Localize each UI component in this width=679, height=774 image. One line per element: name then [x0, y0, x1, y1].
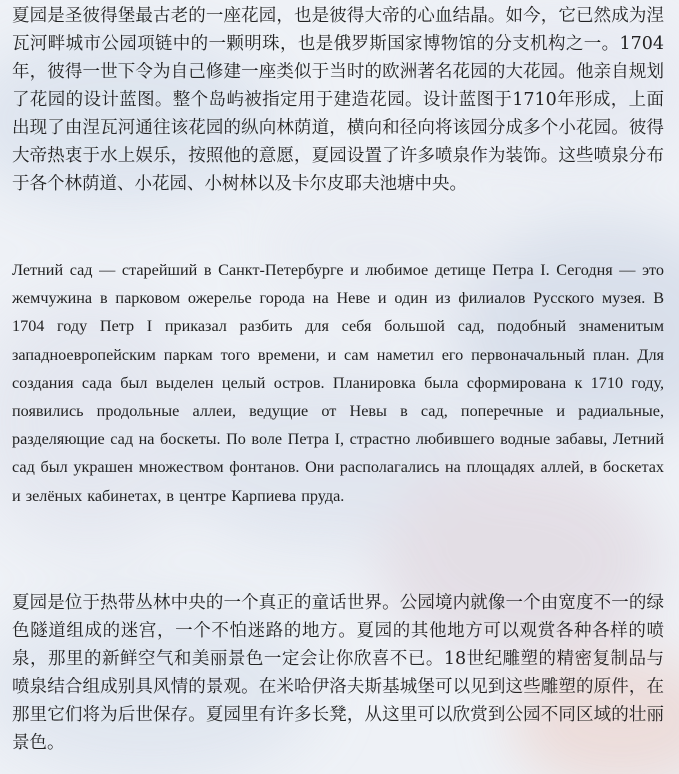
paragraph-chinese-fairytale: 夏园是位于热带丛林中央的一个真正的童话世界。公园境内就像一个由宽度不一的绿色隧道组成的迷宫，一个不怕迷路的地方。夏园的其他地方可以观赏各种各样的喷泉，那里的新鲜空气和美丽景色一定会让你欣喜不已。18世纪雕塑的精密复制品与喷泉结合组成别具风情的景观。在米哈伊洛夫斯基城堡可以见到这些雕塑的原件，在那里它们将为后世保存。夏园里有许多长凳，从这里可以欣赏到公园不同区域的壮丽景色。 [12, 593, 664, 753]
paragraph-russian: Летний сад — старейший в Санкт-Петербурге и любимое детище Петра I. Сегодня — это жемчужина в парковом ожерелье города на Неве и один из филиалов Русского музея. В 1704 году Петр I приказал разбить для себя большой сад, подобный знаменитым западноевропейским паркам того времени, и сам наметил его первоначальный план. Для создания сада был выделен целый остров. Планировка была сформирована к 1710 году, появились продольные аллеи, ведущие от Невы в сад, поперечные и радиальные, разделяющие сад на боскеты. По воле Петра I, страстно любившего водные забавы, Летний сад был украшен множеством фонтанов. Они располагались на площадях аллей, в боскетах и зелёных кабинетах, в центре Карпиева пруда. [12, 261, 664, 505]
paragraph-chinese-intro: 夏园是圣彼得堡最古老的一座花园，也是彼得大帝的心血结晶。如今，它已然成为涅瓦河畔城市公园项链中的一颗明珠，也是俄罗斯国家博物馆的分支机构之一。1704年，彼得一世下令为自己修建一座类似于当时的欧洲著名花园的大花园。他亲自规划了花园的设计蓝图。整个岛屿被指定用于建造花园。设计蓝图于1710年形成，上面出现了由涅瓦河通往该花园的纵向林荫道，横向和径向将该园分成多个小花园。彼得大帝热衷于水上娱乐，按照他的意愿，夏园设置了许多喷泉作为装饰。这些喷泉分布于各个林荫道、小花园、小树林以及卡尔皮耶夫池塘中央。 [12, 6, 664, 194]
